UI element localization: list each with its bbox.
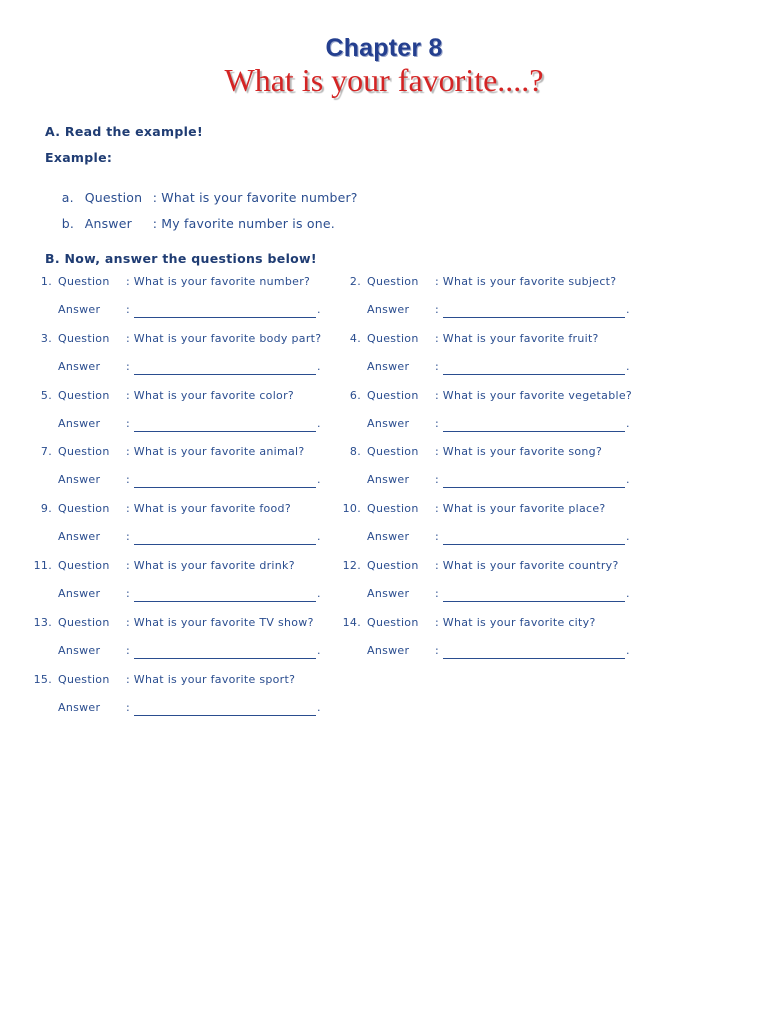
answer-label: Answer: [58, 530, 101, 544]
question-item: [337, 559, 677, 609]
answer-label: Answer: [58, 359, 101, 373]
question-label: Question: [58, 559, 110, 572]
answer-blank-line[interactable]: [443, 587, 625, 602]
answer-blank-line[interactable]: [134, 473, 316, 488]
question-item: [337, 445, 677, 495]
answer-period: .: [317, 643, 321, 657]
answer-period: .: [317, 587, 321, 600]
question-item: [337, 275, 677, 325]
question-text: : What is your favorite sport?: [126, 672, 296, 686]
question-number: 5.: [40, 388, 52, 402]
question-label: Question: [58, 331, 110, 345]
answer-blank-line[interactable]: [134, 417, 316, 432]
answer-colon: :: [435, 473, 440, 487]
question-text: : What is your favorite color?: [126, 388, 295, 402]
answer-colon: :: [435, 643, 440, 657]
answer-colon: :: [126, 359, 131, 373]
question-item: [28, 389, 368, 439]
answer-colon: :: [126, 700, 131, 714]
question-item: [337, 389, 677, 439]
answer-colon: :: [435, 303, 440, 316]
question-number: 14.: [342, 615, 361, 629]
question-number: 13.: [33, 615, 52, 629]
question-text: : What is your favorite drink?: [126, 559, 295, 572]
answer-colon: :: [435, 530, 440, 544]
answer-period: .: [317, 303, 321, 316]
answer-colon: :: [435, 359, 440, 373]
question-item: [337, 332, 677, 382]
answer-period: .: [317, 473, 321, 487]
answer-period: .: [626, 473, 630, 487]
question-item: [28, 275, 368, 325]
question-text: : What is your favorite TV show?: [126, 615, 314, 629]
answer-period: .: [626, 303, 630, 316]
answer-blank-line[interactable]: [443, 303, 625, 318]
example-label-text: Question: [84, 190, 143, 205]
question-item: [28, 332, 368, 382]
answer-blank-line[interactable]: [134, 303, 316, 318]
question-label: Question: [367, 502, 419, 516]
answer-period: .: [626, 416, 630, 430]
answer-label: Answer: [367, 643, 410, 657]
answer-blank-line[interactable]: [134, 587, 316, 602]
question-number: 10.: [342, 502, 361, 516]
question-number: 4.: [349, 331, 361, 345]
question-item: [337, 616, 677, 666]
question-number: 9.: [40, 502, 52, 516]
question-label: Question: [58, 672, 110, 686]
question-number: 12.: [342, 559, 361, 572]
question-label: Question: [367, 275, 419, 288]
question-text: : What is your favorite number?: [126, 275, 311, 288]
answer-colon: :: [126, 587, 131, 600]
example-text: : What is your favorite number?: [152, 190, 358, 205]
question-label: Question: [58, 388, 110, 402]
question-text: : What is your favorite body part?: [126, 331, 322, 345]
question-label: Question: [367, 331, 419, 345]
question-label: Question: [58, 275, 110, 288]
answer-period: .: [626, 643, 630, 657]
question-label: Question: [58, 615, 110, 629]
answer-colon: :: [435, 587, 440, 600]
question-text: : What is your favorite song?: [435, 445, 603, 459]
example-text: : My favorite number is one.: [152, 216, 335, 231]
example-letter: a.: [61, 190, 74, 205]
chapter-title: Chapter 8: [325, 34, 443, 62]
answer-label: Answer: [367, 359, 410, 373]
question-text: : What is your favorite place?: [435, 502, 606, 516]
answer-label: Answer: [58, 473, 101, 487]
answer-blank-line[interactable]: [134, 530, 316, 545]
answer-blank-line[interactable]: [443, 417, 625, 432]
question-number: 8.: [349, 445, 361, 459]
section-b-heading: B. Now, answer the questions below!: [45, 251, 317, 266]
question-number: 1.: [40, 275, 52, 288]
question-label: Question: [367, 388, 419, 402]
answer-period: .: [626, 587, 630, 600]
question-item: [28, 673, 368, 723]
answer-label: Answer: [58, 643, 101, 657]
example-answer-row: [45, 201, 335, 246]
answer-label: Answer: [58, 700, 101, 714]
answer-colon: :: [126, 303, 131, 316]
example-letter: b.: [61, 216, 75, 231]
answer-label: Answer: [367, 473, 410, 487]
answer-colon: :: [126, 530, 131, 544]
question-text: : What is your favorite animal?: [126, 445, 305, 459]
answer-period: .: [317, 530, 321, 544]
question-text: : What is your favorite fruit?: [435, 331, 599, 345]
answer-label: Answer: [58, 303, 101, 316]
question-text: : What is your favorite country?: [435, 559, 619, 572]
answer-blank-line[interactable]: [443, 530, 625, 545]
question-number: 15.: [33, 672, 52, 686]
question-number: 3.: [40, 331, 52, 345]
answer-period: .: [626, 530, 630, 544]
worksheet-subtitle: What is your favorite....?: [224, 62, 544, 98]
example-label-text: Answer: [84, 216, 132, 231]
answer-label: Answer: [367, 303, 410, 316]
question-number: 11.: [33, 559, 52, 572]
answer-blank-line[interactable]: [443, 473, 625, 488]
question-text: : What is your favorite food?: [126, 502, 291, 516]
question-number: 6.: [349, 388, 361, 402]
answer-label: Answer: [58, 587, 101, 600]
answer-label: Answer: [58, 416, 101, 430]
question-label: Question: [367, 615, 419, 629]
answer-blank-line[interactable]: [443, 644, 625, 659]
answer-colon: :: [126, 416, 131, 430]
question-number: 2.: [349, 275, 361, 288]
answer-blank-line[interactable]: [134, 701, 316, 716]
question-label: Question: [58, 445, 110, 459]
answer-blank-line[interactable]: [443, 360, 625, 375]
answer-period: .: [317, 700, 321, 714]
answer-colon: :: [126, 643, 131, 657]
question-label: Question: [367, 445, 419, 459]
question-item: [337, 502, 677, 552]
question-item: [28, 445, 368, 495]
answer-blank-line[interactable]: [134, 644, 316, 659]
answer-period: .: [317, 416, 321, 430]
answer-label: Answer: [367, 416, 410, 430]
answer-period: .: [317, 359, 321, 373]
answer-label: Answer: [367, 530, 410, 544]
question-item: [28, 616, 368, 666]
question-item: [28, 559, 368, 609]
question-text: : What is your favorite city?: [435, 615, 596, 629]
example-label: Example:: [45, 150, 113, 165]
answer-label: Answer: [367, 587, 410, 600]
answer-blank-line[interactable]: [134, 360, 316, 375]
question-number: 7.: [40, 445, 52, 459]
answer-period: .: [626, 359, 630, 373]
question-text: : What is your favorite vegetable?: [435, 388, 633, 402]
answer-colon: :: [126, 473, 131, 487]
question-label: Question: [367, 559, 419, 572]
question-item: [28, 502, 368, 552]
question-label: Question: [58, 502, 110, 516]
answer-colon: :: [435, 416, 440, 430]
question-text: : What is your favorite subject?: [435, 275, 617, 288]
section-a-heading: A. Read the example!: [45, 124, 203, 139]
